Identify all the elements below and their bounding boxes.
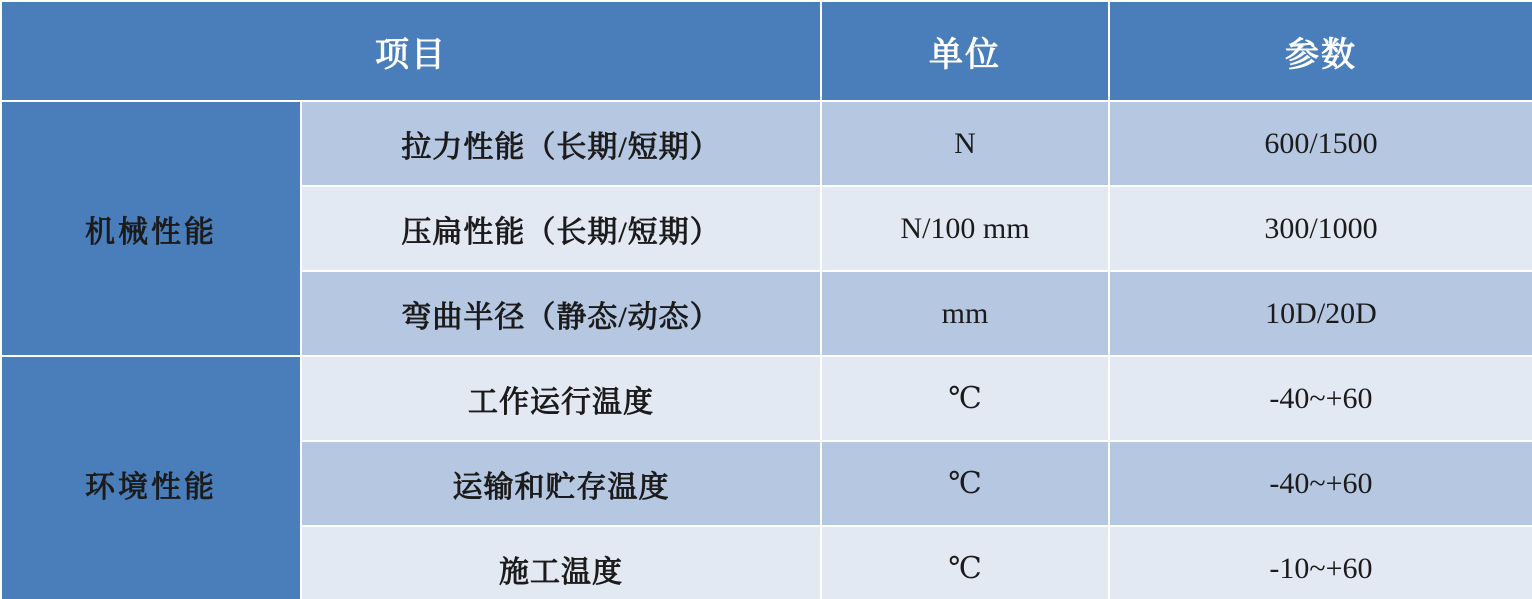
- item-name: 施工温度: [301, 526, 821, 599]
- item-name: 工作运行温度: [301, 356, 821, 441]
- item-param: 600/1500: [1109, 101, 1532, 186]
- item-name: 拉力性能（长期/短期）: [301, 101, 821, 186]
- item-unit: N/100 mm: [821, 186, 1109, 271]
- item-name: 压扁性能（长期/短期）: [301, 186, 821, 271]
- table-header-row: [1, 1, 1532, 101]
- item-param: 300/1000: [1109, 186, 1532, 271]
- item-param: 10D/20D: [1109, 271, 1532, 356]
- item-unit: ℃: [821, 526, 1109, 599]
- item-name: 运输和贮存温度: [301, 441, 821, 526]
- column-header-param: 参数: [1109, 1, 1532, 101]
- item-unit: ℃: [821, 441, 1109, 526]
- group-label-mechanical: 机械性能: [1, 101, 301, 356]
- column-header-item: 项目: [1, 1, 821, 101]
- table-body: [1, 101, 1532, 599]
- item-unit: ℃: [821, 356, 1109, 441]
- item-param: -40~+60: [1109, 441, 1532, 526]
- item-name: 弯曲半径（静态/动态）: [301, 271, 821, 356]
- table-row: [1, 356, 1532, 441]
- item-param: -40~+60: [1109, 356, 1532, 441]
- item-unit: N: [821, 101, 1109, 186]
- column-header-unit: 单位: [821, 1, 1109, 101]
- group-label-environmental: 环境性能: [1, 356, 301, 599]
- item-param: -10~+60: [1109, 526, 1532, 599]
- item-unit: mm: [821, 271, 1109, 356]
- table-header: [1, 1, 1532, 101]
- table-row: [1, 101, 1532, 186]
